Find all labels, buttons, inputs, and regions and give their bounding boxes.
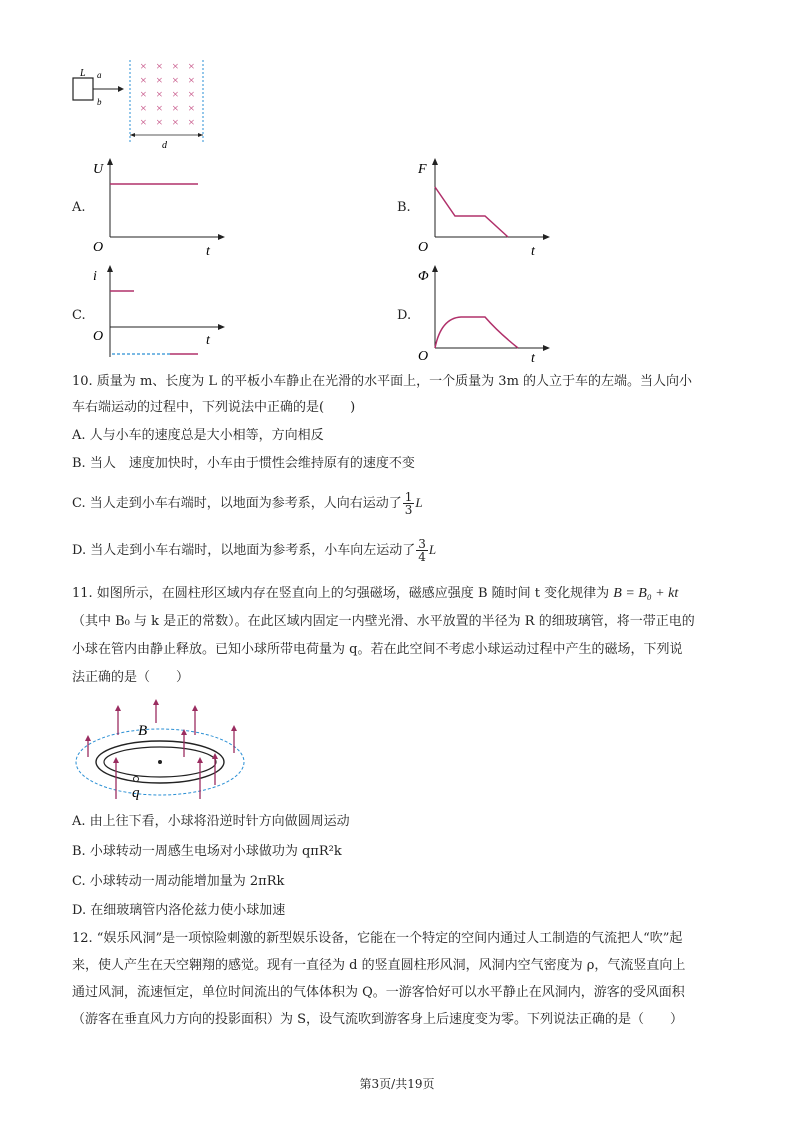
field-cross-mark: ×: [172, 73, 179, 87]
magnetic-field-arrows: [85, 699, 237, 799]
option-d-letter: D.: [397, 308, 412, 323]
graph-b-curve: [435, 187, 508, 237]
graph-b: [413, 155, 553, 260]
q10-option-b: B. 当人 速度加快时，小车由于惯性会维持原有的速度不变: [72, 456, 415, 471]
magnetic-field-grid: [140, 59, 195, 129]
field-cross-mark: ×: [188, 101, 195, 115]
q10-d-den: 4: [418, 550, 426, 564]
graph-b-xlabel: t: [531, 244, 535, 259]
label-B: B: [138, 723, 148, 739]
field-cross-mark: ×: [172, 115, 179, 129]
q10-d-num: 3: [418, 537, 426, 551]
q11-option-b: B. 小球转动一周感生电场对小球做功为 qπR²k: [72, 844, 342, 859]
field-cross-mark: ×: [172, 59, 179, 73]
field-cross-mark: ×: [156, 87, 163, 101]
q10-option-c: [72, 488, 423, 519]
graph-a: [88, 155, 228, 260]
page-footer: 第3页/共19页: [359, 1077, 435, 1091]
option-b-letter: B.: [397, 200, 411, 215]
field-cross-mark: ×: [156, 115, 163, 129]
graph-c-origin: O: [93, 329, 104, 344]
graph-c-xlabel: t: [206, 333, 210, 348]
field-arrow-head: [85, 735, 91, 741]
graph-c: [88, 262, 228, 367]
field-cross-mark: ×: [156, 59, 163, 73]
q12-line4: （游客在垂直风力方向的投影面积）为 S，设气流吹到游客身上后速度变为零。下列说法正确的是（ ）: [72, 1012, 684, 1027]
graph-d: [413, 262, 553, 367]
q12-line3: 通过风洞，流速恒定，单位时间流出的气体体积为 Q。一游客恰好可以水平静止在风洞内，游客的受风面积: [72, 985, 685, 1000]
q11-option-a: A. 由上往下看，小球将沿逆时针方向做圆周运动: [72, 814, 350, 829]
field-cross-mark: ×: [140, 101, 147, 115]
graph-d-ylabel: Φ: [418, 269, 429, 284]
graph-b-ylabel: F: [418, 162, 427, 177]
option-a-letter: A.: [72, 200, 86, 215]
field-arrow-head: [115, 705, 121, 711]
q12-line2: 来，使人产生在天空翱翔的感觉。现有一直径为 d 的竖直圆柱形风洞，风洞内空气密度为 ρ，气流竖直向上: [72, 958, 686, 973]
q9-setup-figure: [60, 58, 220, 153]
field-arrow-head: [212, 753, 218, 759]
q10-option-c-text: C. 当人走到小车右端时，以地面为参考系，人向右运动了: [72, 496, 402, 511]
graph-d-xlabel: t: [531, 351, 535, 366]
q11-figure: [70, 695, 250, 805]
graph-a-ylabel: U: [93, 162, 104, 177]
q11-stem-line4: 法正确的是（ ）: [72, 670, 190, 685]
q10-d-tail: L: [428, 542, 437, 557]
option-c-letter: C.: [72, 308, 86, 323]
label-b: b: [97, 97, 102, 107]
q10-c-den: 3: [404, 503, 413, 517]
graph-d-origin: O: [418, 349, 429, 364]
label-L: L: [80, 68, 86, 79]
q11-option-d: D. 在细玻璃管内洛伦兹力使小球加速: [72, 903, 286, 918]
field-cross-mark: ×: [172, 101, 179, 115]
field-arrow-head: [231, 725, 237, 731]
square-loop: [73, 78, 93, 100]
field-arrow-head: [192, 705, 198, 711]
q10-c-tail: L: [415, 495, 423, 510]
field-cross-mark: ×: [156, 73, 163, 87]
field-cross-mark: ×: [172, 87, 179, 101]
graph-a-origin: O: [93, 240, 104, 255]
charged-ball: [134, 777, 139, 782]
field-cross-mark: ×: [140, 115, 147, 129]
q12-line1: 12. “娱乐风洞”是一项惊险刺激的新型娱乐设备，它能在一个特定的空间内通过人工制造的气流把人“吹”起: [72, 931, 683, 946]
field-cross-mark: ×: [140, 73, 147, 87]
q10-option-d-text: D. 当人走到小车右端时，以地面为参考系，小车向左运动了: [72, 543, 416, 558]
field-cross-mark: ×: [188, 87, 195, 101]
q11-option-c: C. 小球转动一周动能增加量为 2πRk: [72, 874, 285, 889]
graph-c-ylabel: i: [93, 269, 97, 284]
field-arrow-head: [153, 699, 159, 705]
label-d: d: [162, 140, 167, 151]
q10-option-d: [72, 535, 436, 566]
q10-stem-line1: 10. 质量为 m、长度为 L 的平板小车静止在光滑的水平面上，一个质量为 3m 的人立于车的左端。当人向小: [72, 374, 693, 389]
field-cross-mark: ×: [156, 101, 163, 115]
q11-stem-line1: [72, 584, 678, 604]
q11-stem-line2: （其中 B₀ 与 k 是正的常数）。在此区域内固定一内壁光滑、水平放置的半径为 R 的细玻璃管，将一带正电的: [72, 614, 695, 629]
q11-formula: B = B₀ + kt: [613, 586, 679, 601]
field-cross-mark: ×: [188, 59, 195, 73]
graph-d-curve: [435, 317, 518, 348]
field-cross-mark: ×: [140, 59, 147, 73]
center-dot: [158, 760, 162, 764]
graph-a-xlabel: t: [206, 244, 210, 259]
label-q: q: [132, 785, 140, 801]
q10-option-a: A. 人与小车的速度总是大小相等，方向相反: [72, 428, 324, 443]
field-cross-mark: ×: [188, 115, 195, 129]
field-arrow-head: [197, 757, 203, 763]
q11-stem-line3: 小球在管内由静止释放。已知小球所带电荷量为 q。若在此空间不考虑小球运动过程中产生的磁场，下列说: [72, 642, 683, 657]
label-a: a: [97, 70, 102, 80]
q11-stem-text: 11. 如图所示，在圆柱形区域内存在竖直向上的匀强磁场，磁感应强度 B 随时间 t 变化规律为: [72, 586, 610, 601]
field-cross-mark: ×: [140, 87, 147, 101]
q10-stem-line2: 车右端运动的过程中，下列说法中正确的是( ): [72, 400, 356, 415]
graph-b-origin: O: [418, 240, 429, 255]
q10-c-num: 1: [404, 490, 413, 504]
field-arrow-head: [113, 757, 119, 763]
field-cross-mark: ×: [188, 73, 195, 87]
